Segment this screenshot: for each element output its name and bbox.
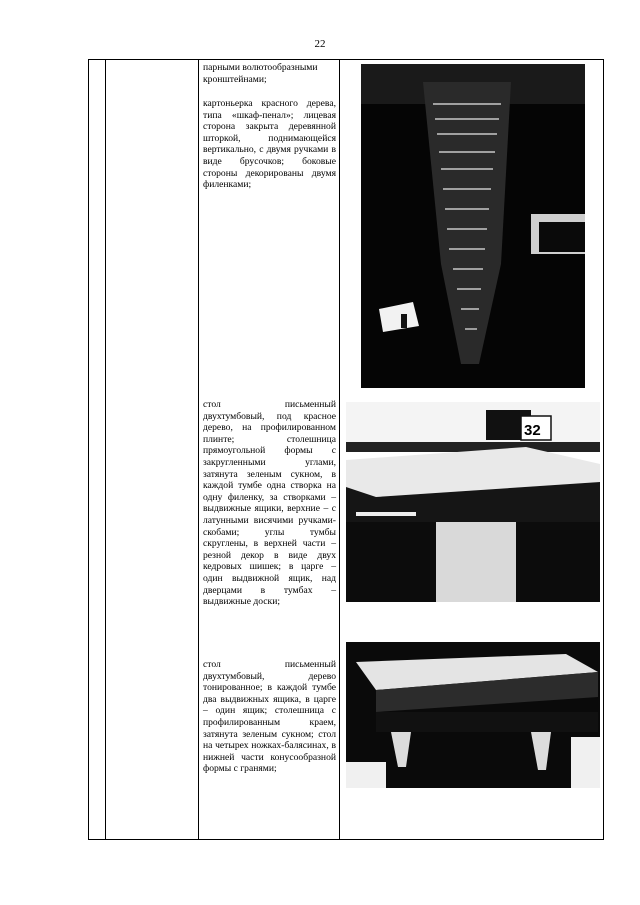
item-description: картоньерка красного дерева, типа «шкаф-пенал»; лицевая сторона закрыта деревянной шторкой, поднимающейся вертикально, с двумя ручками в виде брусочков; боковые стороны декорированы двумя филенками; [203,98,336,191]
item-description: парными волютообразными кронштейнами; [203,62,318,85]
desk-legs-photo [346,642,600,788]
column-divider [339,60,340,839]
item-description: стол письменный двухтумбовый, дерево тонированное; в каждой тумбе два выдвижных ящика, в царге – один ящик; столешница с профилированным краем, затянута зеленым сукном; стол на четырех ножках-балясинах, в нижней части конусообразной формы с гранями; [203,659,336,775]
cabinet-photo [361,64,585,388]
page-number: 22 [314,38,326,50]
column-divider [198,60,199,839]
inventory-table [88,59,604,840]
desk-number-label: 32 [524,422,541,439]
column-divider [105,60,106,839]
desk-photo [346,402,600,602]
item-description: стол письменный двухтумбовый, под красное дерево, на профилированном плинте; столешница прямоугольной формы с закругленными углами, затянута зеленым сукном, в каждой тумбе одна створка на одну филенку, за створками – выдвижные ящики, верхние – с латунными висячими ручками-скобами; углы тумбы скруглены, в верхней части – резной декор в виде двух кедровых шишек; в царге – один выдвижной ящик, над дверцами в тумбах – выдвижные доски; [203,399,336,608]
